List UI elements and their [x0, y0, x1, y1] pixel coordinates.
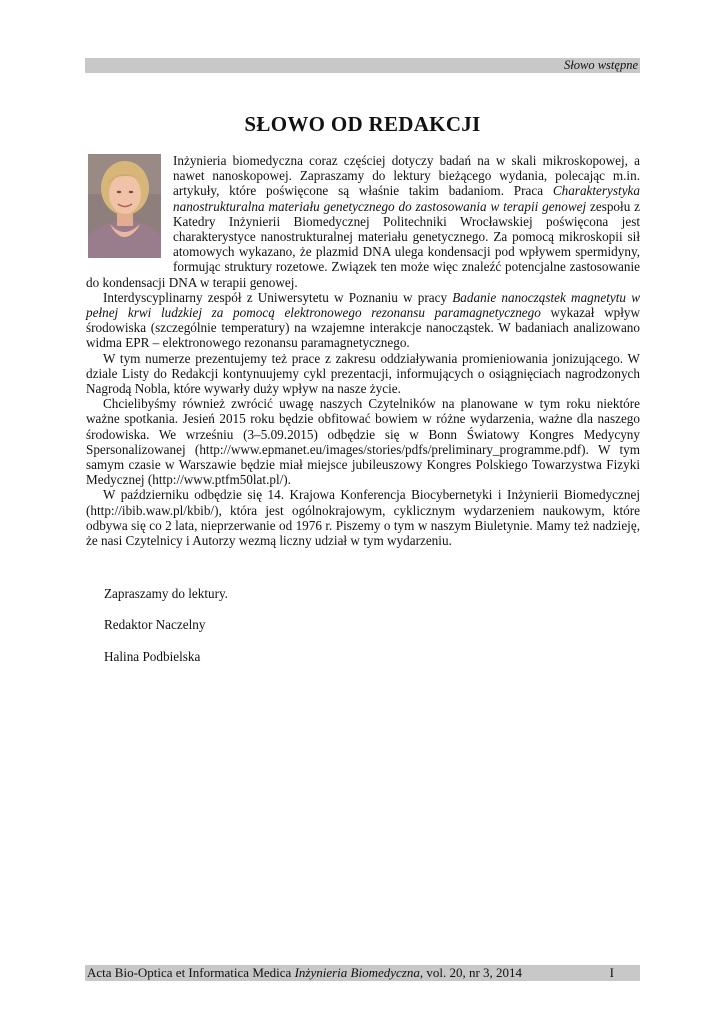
section-name: Słowo wstępne	[564, 58, 638, 72]
running-footer	[85, 965, 640, 981]
page-title: SŁOWO OD REDAKCJI	[244, 112, 481, 136]
paragraph-1: Inżynieria biomedyczna coraz częściej dotyczy badań na w skali mikroskopowej, a nawet nanoskopowej. Zapraszamy do lektury bieżącego wydania, polecając m.in. artykuły, które poświęcone są właśnie takim badaniom. Praca Charakterystyka nanostrukturalna materiału genetycznego do zastosowania w terapii genowej zespołu z Katedry Inżynierii Biomedycznej Politechniki Wrocławskiej poświęcona jest charakterystyce nanostrukturalnej materiału genetycznego. Za pomocą mikroskopii sił atomowych wykazano, że plazmid DNA ulega kondensacji pod wpływem spermidyny, formując struktury rozetowe. Związek ten może więc znaleźć potencjalne zastosowanie do kondensacji DNA w terapii genowej.	[86, 153, 641, 290]
editorial-body	[86, 153, 640, 548]
closing-invite: Zapraszamy do lektury.	[104, 586, 229, 601]
running-header	[85, 58, 640, 73]
paragraph-4: Chcielibyśmy również zwrócić uwagę naszych Czytelników na planowane w tym roku niektóre ważne spotkania. Jesień 2015 roku będzie obfitować bowiem w różne wydarzenia, ważne dla naszego środowiska. We wrześniu (3–5.09.2015) odbędzie się w Bonn Światowy Kongres Medycyny Spersonalizowanej (http://www.epmanet.eu/images/stories/pdfs/preliminary_programme.pdf). W tym samym czasie w Warszawie będzie miał miejsce jubileuszowy Kongres Polskiego Towarzystwa Fizyki Medycznej (http://www.ptfm50lat.pl/).	[86, 396, 640, 488]
closing-signature: Halina Podbielska	[104, 649, 201, 664]
paragraph-3: W tym numerze prezentujemy też prace z zakresu oddziaływania promieniowania jonizującego. W dziale Listy do Redakcji kontynuujemy cykl prezentacji, informujących o osiągnięciach nagrodzonych Nagrodą Nobla, które wywarły duży wpływ na nasze życie.	[86, 350, 640, 397]
page-number: I	[609, 965, 614, 980]
paragraph-5: W październiku odbędzie się 14. Krajowa Konferencja Biocybernetyki i Inżynierii Biomedycznej (http://ibib.waw.pl/kbib/), która jest ogólnokrajowym, cyklicznym wydarzeniem naukowym, które odbywa się co 2 lata, nieprzerwanie od 1976 r. Piszemy o tym w naszym Biuletynie. Mamy też nadzieję, że nasi Czytelnicy i Autorzy wezmą liczny udział w tym wydarzeniu.	[86, 487, 640, 549]
closing-role: Redaktor Naczelny	[104, 617, 206, 632]
paragraph-2: Interdyscyplinarny zespół z Uniwersytetu w Poznaniu w pracy Badanie nanocząstek magnetytu w pełnej krwi ludzkiej za pomocą elektronowego rezonansu paramagnetycznego wykazał wpływ środowiska (szczególnie temperatury) na wzajemne interakcje nanocząstek. W badaniach analizowano widma EPR – elektronowego rezonansu paramagnetycznego.	[86, 289, 640, 351]
journal-citation: Acta Bio-Optica et Informatica Medica Inżynieria Biomedyczna, vol. 20, nr 3, 2014	[87, 965, 523, 980]
